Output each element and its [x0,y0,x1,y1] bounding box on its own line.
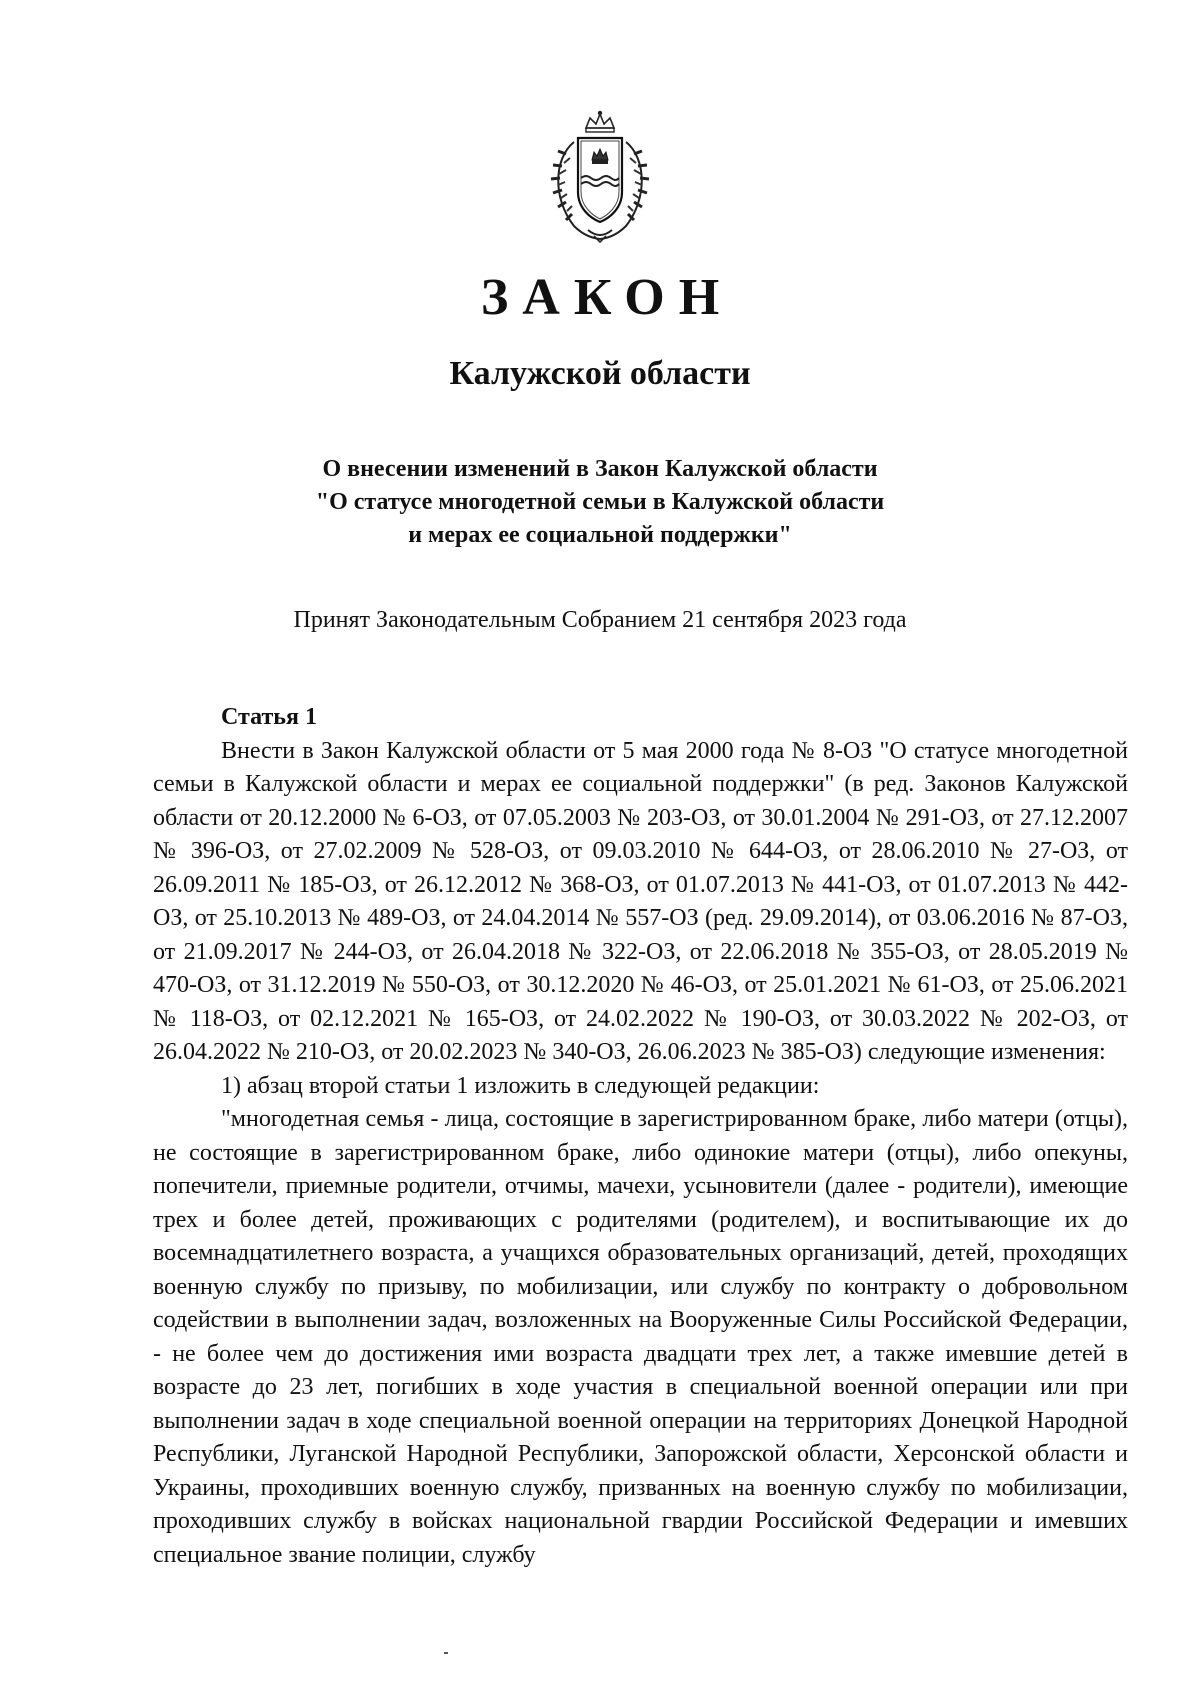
law-subject-line-3: и мерах ее социальной поддержки" [408,522,792,548]
law-subject [0,453,1200,552]
region-name: Калужской области [449,355,751,392]
article-1 [153,701,1128,1572]
article-item-1: 1) абзац второй статьи 1 изложить в следующей редакции: [221,1072,820,1099]
law-title: ЗАКОН [480,269,734,326]
law-subject-line-1: О внесении изменений в Закон Калужской области [322,456,878,482]
article-intro-paragraph: Внести в Закон Калужской области от 5 мая 2000 года № 8-ОЗ "О статусе многодетной семьи в Калужской области и мерах ее социальной поддержки" (в ред. Законов Калужской области от 20.12.2000 № 6-ОЗ, от 07.05.2003 № 203-ОЗ, от 30.01.2004 № 291-ОЗ, от 27.12.2007 № 396-ОЗ, от 27.02.2009 № 528-ОЗ, от 09.03.2010 № 644-ОЗ, от 28.06.2010 № 27-ОЗ, от 26.09.2011 № 185-ОЗ, от 26.12.2012 № 368-ОЗ, от 01.07.2013 № 441-ОЗ, от 01.07.2013 № 442-ОЗ, от 25.10.2013 № 489-ОЗ, от 24.04.2014 № 557-ОЗ (ред. 29.09.2014), от 03.06.2016 № 87-ОЗ, от 21.09.2017 № 244-ОЗ, от 26.04.2018 № 322-ОЗ, от 22.06.2018 № 355-ОЗ, от 28.05.2019 № 470-ОЗ, от 31.12.2019 № 550-ОЗ, от 30.12.2020 № 46-ОЗ, от 25.01.2021 № 61-ОЗ, от 25.06.2021 № 118-ОЗ, от 02.12.2021 № 165-ОЗ, от 24.02.2022 № 190-ОЗ, от 30.03.2022 № 202-ОЗ, от 26.04.2022 № 210-ОЗ, от 20.02.2023 № 340-ОЗ, 26.06.2023 № 385-ОЗ) следующие изменения: [153,737,1128,1065]
article-heading: Статья 1 [221,704,317,730]
scan-artifact [444,1652,448,1654]
adoption-date: Принят Законодательным Собранием 21 сентября 2023 года [293,607,907,633]
law-subject-line-2: "О статусе многодетной семьи в Калужской области [315,489,885,515]
coat-of-arms-icon [544,108,656,244]
amended-text-quote: "многодетная семья - лица, состоящие в зарегистрированном браке, либо матери (отцы), не состоящие в зарегистрированном браке, либо одинокие матери (отцы), либо опекуны, попечители, приемные родители, отчимы, мачехи, усыновители (далее - родители), имеющие трех и более детей, проживающих с родителями (родителем), и воспитывающие их до восемнадцатилетнего возраста, а учащихся образовательных организаций, детей, проходящих военную службу по призыву, по мобилизации, или службу по контракту о добровольном содействии в выполнении задач, возложенных на Вооруженные Силы Российской Федерации, - не более чем до достижения ими возраста двадцати трех лет, а также имевшие детей в возрасте до 23 лет, погибших в ходе участия в специальной военной операции или при выполнении задач в ходе специальной военной операции на территориях Донецкой Народной Республики, Луганской Народной Республики, Запорожской области, Херсонской области и Украины, проходивших военную службу, призванных на военную службу по мобилизации, проходивших службу в войсках национальной гвардии Российской Федерации и имевших специальное звание полиции, службу [153,1106,1128,1568]
